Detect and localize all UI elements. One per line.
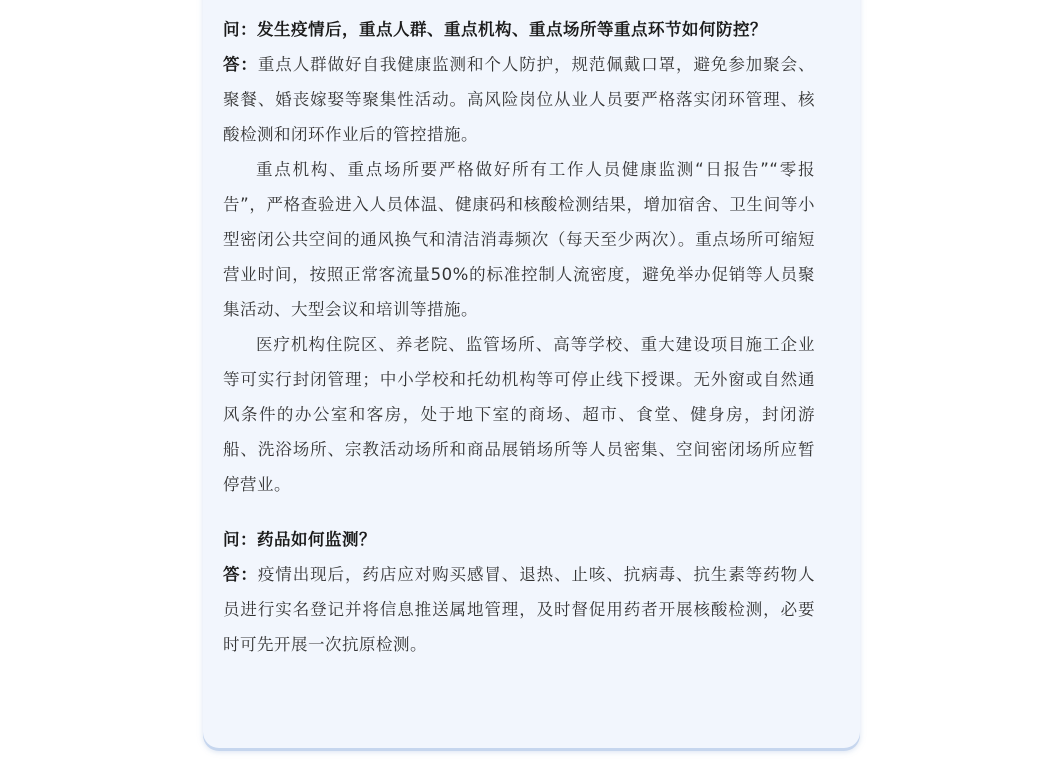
answer-1-paragraph-2: 重点机构、重点场所要严格做好所有工作人员健康监测“日报告”“零报告”，严格查验进入人员体温、健康码和核酸检测结果，增加宿舍、卫生间等小型密闭公共空间的通风换气和清洁消毒频次（每天至少两次）。重点场所可缩短营业时间，按照正常客流量50%的标准控制人流密度，避免举办促销等人员聚集活动、大型会议和培训等措施。 [223,160,815,319]
answer-tag: 答： [223,55,258,74]
article-content [223,12,815,662]
question-tag: 问： [223,530,257,549]
section-gap [223,502,815,522]
question-text: 发生疫情后，重点人群、重点机构、重点场所等重点环节如何防控？ [257,20,767,39]
answer-1 [223,47,815,152]
answer-text: 疫情出现后，药店应对购买感冒、退热、止咳、抗病毒、抗生素等药物人员进行实名登记并将信息推送属地管理，及时督促用药者开展核酸检测，必要时可先开展一次抗原检测。 [223,565,816,654]
question-text: 药品如何监测？ [257,530,376,549]
answer-tag: 答： [223,565,258,584]
answer-2 [223,557,815,662]
answer-text: 重点人群做好自我健康监测和个人防护，规范佩戴口罩，避免参加聚会、聚餐、婚丧嫁娶等聚集性活动。高风险岗位从业人员要严格落实闭环管理、核酸检测和闭环作业后的管控措施。 [223,55,816,144]
question-2 [223,522,815,557]
question-1 [223,12,815,47]
question-tag: 问： [223,20,257,39]
answer-1-paragraph-3: 医疗机构住院区、养老院、监管场所、高等学校、重大建设项目施工企业等可实行封闭管理；中小学校和托幼机构等可停止线下授课。无外窗或自然通风条件的办公室和客房，处于地下室的商场、超市、食堂、健身房，封闭游船、洗浴场所、宗教活动场所和商品展销场所等人员密集、空间密闭场所应暂停营业。 [223,335,815,494]
